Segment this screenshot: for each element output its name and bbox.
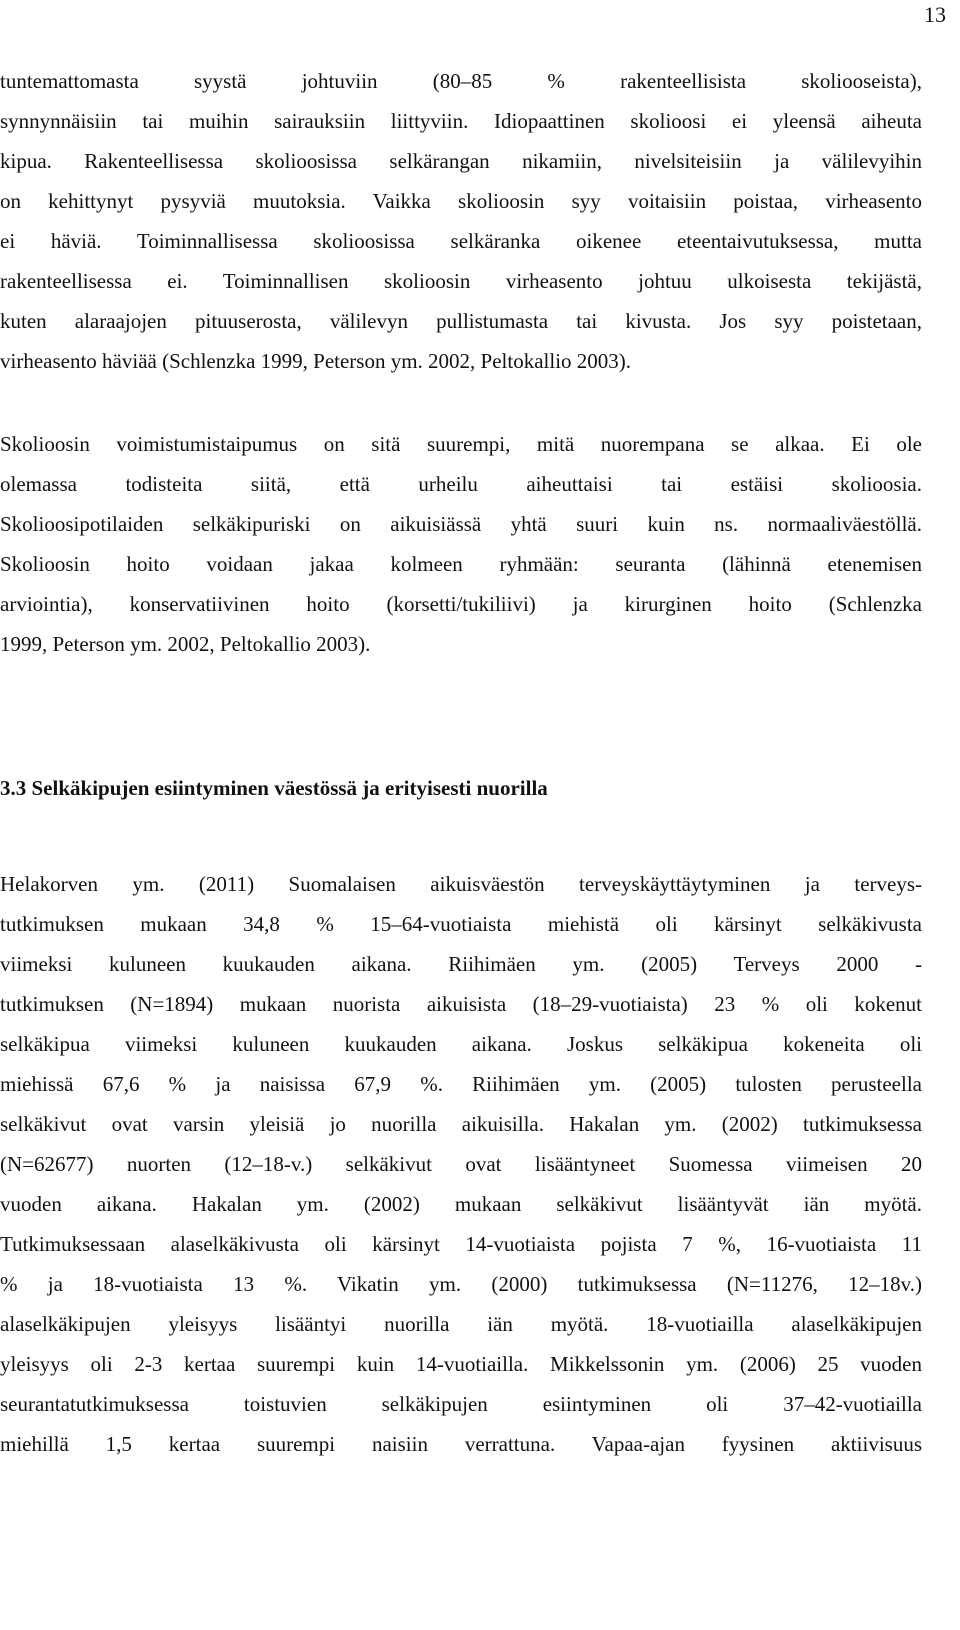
text-line: miehissä 67,6 % ja naisissa 67,9 %. Riihimäen ym. (2005) tulosten perusteella bbox=[0, 1072, 922, 1096]
paragraph-spacer bbox=[0, 381, 922, 424]
text-line: rakenteellisessa ei. Toiminnallisen skolioosin virheasento johtuu ulkoisesta tekijästä, bbox=[0, 269, 922, 293]
text-line: ei häviä. Toiminnallisessa skolioosissa selkäranka oikenee eteentaivutuksessa, mutta bbox=[0, 229, 922, 253]
text-line: (N=62677) nuorten (12–18-v.) selkäkivut ovat lisääntyneet Suomessa viimeisen 20 bbox=[0, 1152, 922, 1176]
text-line: selkäkipua viimeksi kuluneen kuukauden aikana. Joskus selkäkipua kokeneita oli bbox=[0, 1032, 922, 1056]
text-line: Skolioosin hoito voidaan jakaa kolmeen ryhmään: seuranta (lähinnä etenemisen bbox=[0, 552, 922, 576]
text-line: miehillä 1,5 kertaa suurempi naisiin verrattuna. Vapaa-ajan fyysinen aktiivisuus bbox=[0, 1432, 922, 1456]
text-line: kipua. Rakenteellisessa skolioosissa selkärangan nikamiin, nivelsiteisiin ja välilevyihin bbox=[0, 149, 922, 173]
text-line: % ja 18-vuotiaista 13 %. Vikatin ym. (2000) tutkimuksessa (N=11276, 12–18v.) bbox=[0, 1272, 922, 1296]
text-line: alaselkäkipujen yleisyys lisääntyi nuorilla iän myötä. 18-vuotiailla alaselkäkipujen bbox=[0, 1312, 922, 1336]
text-line: selkäkivut ovat varsin yleisiä jo nuorilla aikuisilla. Hakalan ym. (2002) tutkimuksessa bbox=[0, 1112, 922, 1136]
text-line: Skolioosipotilaiden selkäkipuriski on aikuisiässä yhtä suuri kuin ns. normaaliväestöllä. bbox=[0, 512, 922, 536]
text-line: tutkimuksen mukaan 34,8 % 15–64-vuotiaista miehistä oli kärsinyt selkäkivusta bbox=[0, 912, 922, 936]
text-line: 1999, Peterson ym. 2002, Peltokallio 2003). bbox=[0, 632, 371, 656]
section-spacer bbox=[0, 664, 922, 768]
paragraph-scoliosis-progression bbox=[0, 424, 922, 664]
text-line: tutkimuksen (N=1894) mukaan nuorista aikuisista (18–29-vuotiaista) 23 % oli kokenut bbox=[0, 992, 922, 1016]
text-line: tuntemattomasta syystä johtuviin (80–85 % rakenteellisista skoliooseista), bbox=[0, 69, 922, 93]
page-number: 13 bbox=[924, 2, 946, 27]
text-line: arviointia), konservatiivinen hoito (korsetti/tukiliivi) ja kirurginen hoito (Schlenzka bbox=[0, 592, 922, 616]
text-line: kuten alaraajojen pituuserosta, välilevyn pullistumasta tai kivusta. Jos syy poistetaan, bbox=[0, 309, 922, 333]
text-line: Tutkimuksessaan alaselkäkivusta oli kärsinyt 14-vuotiaista pojista 7 %, 16-vuotiaista 11 bbox=[0, 1232, 922, 1256]
heading-spacer bbox=[0, 808, 922, 864]
paragraph-scoliosis-types bbox=[0, 61, 922, 381]
text-line: synnynnäisiin tai muihin sairauksiin liittyviin. Idiopaattinen skolioosi ei yleensä aiheuta bbox=[0, 109, 922, 133]
text-line: on kehittynyt pysyviä muutoksia. Vaikka skolioosin syy voitaisiin poistaa, virheasento bbox=[0, 189, 922, 213]
paragraph-back-pain-prevalence bbox=[0, 864, 922, 1464]
text-line: olemassa todisteita siitä, että urheilu aiheuttaisi tai estäisi skolioosia. bbox=[0, 472, 922, 496]
text-line: virheasento häviää (Schlenzka 1999, Peterson ym. 2002, Peltokallio 2003). bbox=[0, 349, 632, 373]
section-heading: 3.3 Selkäkipujen esiintyminen väestössä ja erityisesti nuorilla bbox=[0, 776, 548, 800]
text-line: yleisyys oli 2-3 kertaa suurempi kuin 14-vuotiailla. Mikkelssonin ym. (2006) 25 vuoden bbox=[0, 1352, 922, 1376]
text-line: vuoden aikana. Hakalan ym. (2002) mukaan selkäkivut lisääntyvät iän myötä. bbox=[0, 1192, 922, 1216]
text-line: viimeksi kuluneen kuukauden aikana. Riihimäen ym. (2005) Terveys 2000 - bbox=[0, 952, 922, 976]
document-body bbox=[0, 61, 922, 1464]
text-line: Helakorven ym. (2011) Suomalaisen aikuisväestön terveyskäyttäytyminen ja terveys- bbox=[0, 872, 922, 896]
text-line: Skolioosin voimistumistaipumus on sitä suurempi, mitä nuorempana se alkaa. Ei ole bbox=[0, 432, 922, 456]
text-line: seurantatutkimuksessa toistuvien selkäkipujen esiintyminen oli 37–42-vuotiailla bbox=[0, 1392, 922, 1416]
